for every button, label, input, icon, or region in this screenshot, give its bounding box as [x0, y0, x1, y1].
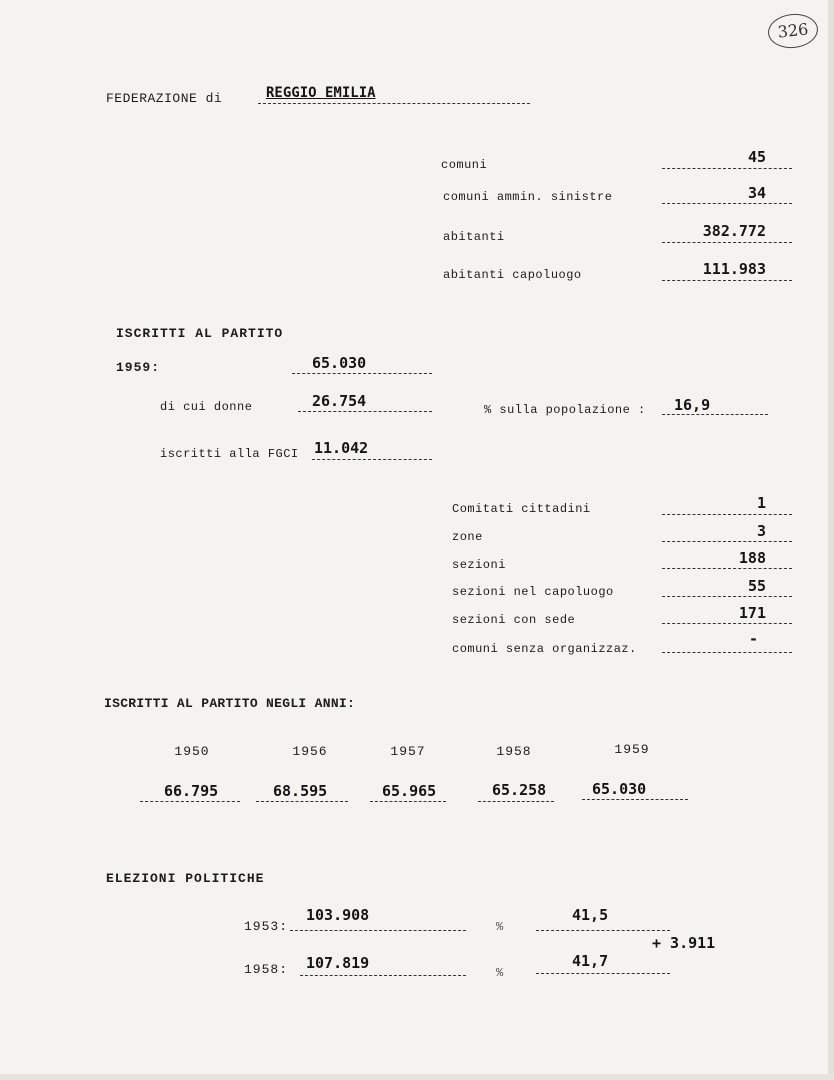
iscritti-year-value: 65.030: [312, 354, 367, 372]
anni-year-0: 1950: [174, 744, 210, 759]
elezioni-pct-line-1: [536, 973, 670, 974]
elezioni-year-0: 1953:: [244, 919, 289, 934]
percent-label: % sulla popolazione :: [484, 403, 646, 417]
org-label-1: zone: [452, 530, 483, 544]
org-label-5: comuni senza organizzaz.: [452, 642, 637, 656]
anni-year-2: 1957: [390, 744, 426, 759]
territorio-line-0: [662, 168, 792, 169]
anni-line-4: [582, 799, 688, 800]
territorio-label-0: comuni: [441, 158, 488, 172]
org-line-4: [662, 623, 792, 624]
elezioni-votes-line-1: [300, 975, 466, 976]
anni-year-1: 1956: [292, 744, 328, 759]
donne-line: [298, 411, 432, 412]
elezioni-pct-0: 41,5: [572, 906, 609, 924]
anni-year-3: 1958: [496, 744, 532, 759]
territorio-line-2: [662, 242, 792, 243]
elezioni-heading: ELEZIONI POLITICHE: [106, 871, 265, 886]
federazione-line: [258, 103, 530, 104]
elezioni-pct-line-0: [536, 930, 670, 931]
territorio-value-1: 34: [747, 184, 766, 202]
elezioni-difference: + 3.911: [652, 934, 716, 952]
iscritti-heading: ISCRITTI AL PARTITO: [116, 326, 284, 341]
org-line-0: [662, 514, 792, 515]
territorio-label-3: abitanti capoluogo: [443, 268, 582, 282]
page-number-stamp: 326: [766, 11, 819, 50]
elezioni-year-1: 1958:: [244, 962, 289, 977]
elezioni-votes-0: 103.908: [306, 906, 370, 924]
elezioni-pct-sign-1: %: [496, 966, 504, 980]
territorio-value-0: 45: [747, 148, 766, 166]
anni-value-1: 68.595: [273, 782, 328, 800]
anni-year-4: 1959: [614, 742, 650, 757]
donne-value: 26.754: [312, 392, 367, 410]
territorio-value-2: 382.772: [702, 222, 766, 240]
territorio-value-3: 111.983: [702, 260, 766, 278]
org-label-3: sezioni nel capoluogo: [452, 585, 614, 599]
elezioni-votes-line-0: [290, 930, 466, 931]
percent-value: 16,9: [674, 396, 711, 414]
org-label-2: sezioni: [452, 558, 506, 572]
territorio-label-1: comuni ammin. sinistre: [443, 190, 613, 204]
org-line-2: [662, 568, 792, 569]
org-value-1: 3: [756, 522, 766, 540]
territorio-label-2: abitanti: [443, 230, 505, 244]
federazione-label: FEDERAZIONE di: [106, 91, 223, 106]
elezioni-pct-sign-0: %: [496, 920, 504, 934]
elezioni-votes-1: 107.819: [306, 954, 370, 972]
page-edge: [828, 0, 834, 1080]
fgci-value: 11.042: [314, 439, 369, 457]
org-value-0: 1: [756, 494, 766, 512]
org-label-4: sezioni con sede: [452, 613, 576, 627]
anni-value-0: 66.795: [164, 782, 219, 800]
org-line-1: [662, 541, 792, 542]
page-bottom-edge: [0, 1074, 834, 1080]
fgci-label: iscritti alla FGCI: [160, 447, 299, 461]
percent-line: [662, 414, 768, 415]
anni-line-3: [478, 801, 554, 802]
iscritti-year-line: [292, 373, 432, 374]
org-label-0: Comitati cittadini: [452, 502, 591, 516]
org-value-5: -: [748, 630, 758, 648]
territorio-line-1: [662, 203, 792, 204]
anni-line-1: [256, 801, 348, 802]
org-line-5: [662, 652, 792, 653]
anni-heading: ISCRITTI AL PARTITO NEGLI ANNI:: [104, 696, 356, 711]
federazione-name: REGGIO EMILIA: [266, 85, 376, 101]
donne-label: di cui donne: [160, 400, 253, 414]
iscritti-year-label: 1959:: [116, 360, 161, 375]
anni-value-2: 65.965: [382, 782, 437, 800]
anni-line-0: [140, 801, 240, 802]
anni-line-2: [370, 801, 446, 802]
anni-value-4: 65.030: [592, 780, 647, 798]
org-value-4: 171: [738, 604, 766, 622]
org-line-3: [662, 596, 792, 597]
anni-value-3: 65.258: [492, 781, 547, 799]
org-value-2: 188: [738, 549, 766, 567]
fgci-line: [312, 459, 432, 460]
elezioni-pct-1: 41,7: [572, 952, 609, 970]
territorio-line-3: [662, 280, 792, 281]
org-value-3: 55: [747, 577, 766, 595]
